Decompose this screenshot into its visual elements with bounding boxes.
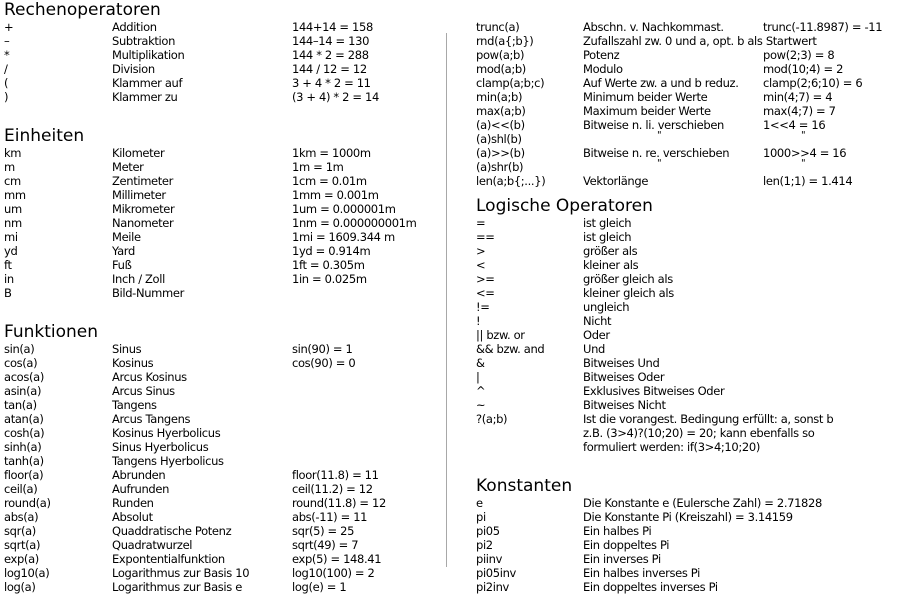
table-row [4,62,434,76]
entry-description: Und [583,342,605,356]
entry-example: 1mm = 0.001m [292,188,379,202]
entry-symbol: yd [4,244,18,258]
entry-description: kleiner gleich als [583,286,674,300]
table-row [4,34,434,48]
entry-symbol: sinh(a) [4,440,42,454]
table-funktionen-fortsetzung [476,20,896,188]
table-row [476,132,896,146]
table-row [476,160,896,174]
entry-description: Millimeter [112,188,166,202]
entry-description: Die Konstante Pi (Kreiszahl) = 3.14159 [583,510,793,524]
entry-example: " [801,130,806,141]
entry-example: 144 * 2 = 288 [292,48,369,62]
entry-example: trunc(-11.8987) = -11 [763,20,883,34]
section-konstanten [476,476,896,594]
entry-description: Ein halbes Pi [583,524,652,538]
entry-symbol: cm [4,174,21,188]
entry-symbol: && bzw. and [476,342,545,356]
table-row [476,328,896,342]
entry-symbol: pi05inv [476,566,516,580]
entry-symbol: mm [4,188,26,202]
entry-description: Inch / Zoll [112,272,165,286]
entry-symbol: >= [476,272,495,286]
entry-example: round(11.8) = 12 [292,496,386,510]
table-row [4,384,434,398]
entry-description: ungleich [583,300,630,314]
entry-description: Arcus Sinus [112,384,175,398]
entry-example: log(e) = 1 [292,580,347,594]
entry-description: Yard [112,244,135,258]
entry-description: Maximum beider Werte [583,104,711,118]
entry-example: sqrt(49) = 7 [292,538,359,552]
entry-symbol: mod(a;b) [476,62,526,76]
entry-description: Aufrunden [112,482,170,496]
entry-symbol: ceil(a) [4,482,38,496]
table-row [4,202,434,216]
table-row [476,104,896,118]
table-row [4,538,434,552]
entry-symbol: log10(a) [4,566,50,580]
entry-symbol: exp(a) [4,552,39,566]
entry-symbol: mi [4,230,18,244]
entry-symbol: nm [4,216,22,230]
entry-symbol: pow(a;b) [476,48,525,62]
table-row-conditional [476,412,896,454]
entry-description: größer als [583,244,638,258]
entry-example: 1in = 0.025m [292,272,367,286]
entry-example: 1km = 1000m [292,146,371,160]
entry-example: clamp(2;6;10) = 6 [763,76,863,90]
entry-symbol: B [4,286,12,300]
entry-example: 1m = 1m [292,160,344,174]
entry-example: ceil(11.2) = 12 [292,482,373,496]
entry-symbol: tanh(a) [4,454,44,468]
entry-symbol: ( [4,76,9,90]
table-row [4,20,434,34]
entry-symbol: km [4,146,22,160]
entry-description: Abschn. v. Nachkommast. [583,20,724,34]
entry-symbol: (a)shl(b) [476,132,522,146]
entry-example: sqr(5) = 25 [292,524,355,538]
entry-symbol: abs(a) [4,510,39,524]
entry-description: Exklusives Bitweises Oder [583,384,725,398]
entry-description: Tangens Hyerbolicus [112,454,224,468]
entry-symbol: – [4,34,10,48]
entry-symbol: m [4,160,15,174]
table-row [476,258,896,272]
entry-description: Klammer zu [112,90,178,104]
entry-symbol: len(a;b{;...}) [476,174,546,188]
table-row [476,62,896,76]
entry-description: Meter [112,160,144,174]
entry-description: Runden [112,496,154,510]
table-row [4,356,434,370]
entry-example: log10(100) = 2 [292,566,375,580]
table-row [476,370,896,384]
section-einheiten [4,126,434,300]
entry-description: Subtraktion [112,34,176,48]
table-row [4,524,434,538]
table-rechenoperatoren [4,20,434,104]
entry-description: Oder [583,328,610,342]
entry-symbol: <= [476,286,495,300]
entry-description: Expontentialfunktion [112,552,225,566]
entry-example: min(4;7) = 4 [763,90,833,104]
entry-example: 1cm = 0.01m [292,174,367,188]
entry-example: floor(11.8) = 11 [292,468,379,482]
entry-example: 1ft = 0.305m [292,258,365,272]
entry-symbol: ! [476,314,481,328]
entry-description: Kilometer [112,146,165,160]
table-row [4,482,434,496]
table-row [476,300,896,314]
entry-symbol: cosh(a) [4,426,45,440]
section-heading: Einheiten [4,126,85,146]
entry-example: exp(5) = 148.41 [292,552,382,566]
column-divider [446,33,447,567]
table-row [4,230,434,244]
entry-description: Bitweise n. li. verschieben [583,118,724,132]
table-konstanten [476,496,896,594]
entry-description: Logarithmus zur Basis e [112,580,242,594]
table-row [4,566,434,580]
entry-symbol: pi [476,510,486,524]
table-row [4,426,434,440]
section-heading: Rechenoperatoren [4,0,161,20]
entry-symbol: / [4,62,8,76]
table-row [476,20,896,34]
entry-description: Modulo [583,62,623,76]
entry-symbol: asin(a) [4,384,42,398]
entry-description: Arcus Tangens [112,412,191,426]
table-row [4,244,434,258]
table-row [476,314,896,328]
entry-description: Nicht [583,314,612,328]
operator-description [583,412,833,454]
entry-symbol: piinv [476,552,503,566]
entry-symbol: | [476,370,480,384]
table-row [476,286,896,300]
section-heading: Logische Operatoren [476,196,653,216]
entry-symbol: in [4,272,14,286]
table-row [476,496,896,510]
section-heading: Funktionen [4,322,99,342]
entry-example: 144+14 = 158 [292,20,373,34]
entry-symbol: pi2inv [476,580,510,594]
entry-description: Bitweise n. re. verschieben [583,146,730,160]
table-row [476,34,896,48]
entry-symbol: ~ [476,398,486,412]
table-row [476,510,896,524]
entry-description: ist gleich [583,216,632,230]
table-row [476,230,896,244]
table-einheiten [4,146,434,300]
table-row [4,90,434,104]
entry-description: Kosinus Hyerbolicus [112,426,221,440]
table-row [4,342,434,356]
table-row [4,552,434,566]
entry-description: Vektorlänge [583,174,649,188]
entry-example: 1mi = 1609.344 m [292,230,395,244]
table-row [4,48,434,62]
table-row [4,286,434,300]
entry-description: Zufallszahl zw. 0 und a, opt. b als Startwert [583,34,817,48]
entry-example: 144 / 12 = 12 [292,62,367,76]
entry-description: Bitweises Oder [583,370,665,384]
description-line: Ist die vorangest. Bedingung erfüllt: a, sonst b [583,412,834,426]
entry-example: len(1;1) = 1.414 [763,174,853,188]
section-funktionen [4,322,434,594]
entry-symbol: trunc(a) [476,20,520,34]
entry-description: Bild-Nummer [112,286,184,300]
section-heading: Konstanten [476,476,573,496]
entry-description: Ein doppeltes inverses Pi [583,580,718,594]
entry-example: 1um = 0.000001m [292,202,396,216]
entry-symbol: pi05 [476,524,500,538]
entry-description: Sinus Hyerbolicus [112,440,209,454]
entry-description: Fuß [112,258,132,272]
table-row [476,216,896,230]
entry-description: Logarithmus zur Basis 10 [112,566,250,580]
entry-symbol: (a)shr(b) [476,160,524,174]
table-row [476,580,896,594]
table-row [4,160,434,174]
entry-symbol: < [476,258,486,272]
entry-symbol: um [4,202,22,216]
entry-symbol: log(a) [4,580,36,594]
table-funktionen [4,342,434,594]
entry-example: (3 + 4) * 2 = 14 [292,90,379,104]
entry-symbol: sqr(a) [4,524,36,538]
table-row [4,76,434,90]
entry-description: Nanometer [112,216,174,230]
entry-symbol: sin(a) [4,342,35,356]
entry-symbol: pi2 [476,538,493,552]
entry-symbol: cos(a) [4,356,38,370]
entry-description: Quaddratische Potenz [112,524,232,538]
table-row [476,48,896,62]
section-rechenoperatoren [4,0,434,104]
entry-example: sin(90) = 1 [292,342,353,356]
table-row [4,272,434,286]
table-row [476,342,896,356]
table-row [4,174,434,188]
entry-description: " [657,158,662,169]
entry-description: Addition [112,20,157,34]
entry-description: Meile [112,230,141,244]
entry-symbol: == [476,230,495,244]
entry-description: größer gleich als [583,272,673,286]
entry-description: Abrunden [112,468,166,482]
entry-example: abs(-11) = 11 [292,510,368,524]
description-line: formuliert werden: if(3>4;10;20) [583,440,760,454]
table-row [476,356,896,370]
entry-description: Kosinus [112,356,154,370]
entry-symbol: tan(a) [4,398,37,412]
table-row [476,538,896,552]
entry-description: Bitweises Und [583,356,660,370]
table-row [4,510,434,524]
entry-description: Bitweises Nicht [583,398,666,412]
entry-description: Tangens [112,398,157,412]
entry-description: ist gleich [583,230,632,244]
table-row [4,580,434,594]
entry-symbol: min(a;b) [476,90,523,104]
entry-symbol: = [476,216,486,230]
entry-description: Multiplikation [112,48,185,62]
entry-description: " [657,130,662,141]
entry-description: Klammer auf [112,76,183,90]
entry-description: Arcus Kosinus [112,370,187,384]
table-row [476,384,896,398]
entry-description: Zentimeter [112,174,174,188]
entry-symbol: clamp(a;b;c) [476,76,545,90]
entry-symbol: ^ [476,384,486,398]
table-row [4,398,434,412]
entry-symbol: acos(a) [4,370,44,384]
entry-example: 1yd = 0.914m [292,244,371,258]
description-line: z.B. (3>4)?(10;20) = 20; kann ebenfalls so [583,426,815,440]
entry-description: Ein inverses Pi [583,552,661,566]
entry-symbol: max(a;b) [476,104,526,118]
entry-symbol: floor(a) [4,468,44,482]
entry-description: kleiner als [583,258,639,272]
table-logische-operatoren [476,216,896,412]
entry-symbol: > [476,244,486,258]
entry-symbol: round(a) [4,496,51,510]
entry-symbol: rnd(a{;b}) [476,34,534,48]
entry-symbol: != [476,300,490,314]
entry-example: 1000>>4 = 16 [763,146,847,160]
entry-description: Sinus [112,342,142,356]
entry-symbol: || bzw. or [476,328,525,342]
table-row [476,76,896,90]
entry-description: Auf Werte zw. a und b reduz. [583,76,739,90]
section-funktionen-fortsetzung [476,20,896,188]
entry-example: cos(90) = 0 [292,356,356,370]
entry-description: Ein halbes inverses Pi [583,566,700,580]
entry-symbol: e [476,496,483,510]
table-row [476,398,896,412]
table-row [4,216,434,230]
table-row [4,258,434,272]
section-logische-operatoren [476,196,896,454]
entry-symbol: ) [4,90,9,104]
entry-symbol: (a)<<(b) [476,118,525,132]
table-row [4,468,434,482]
table-row [476,566,896,580]
entry-symbol: sqrt(a) [4,538,41,552]
entry-example: 1<<4 = 16 [763,118,826,132]
entry-symbol: ft [4,258,12,272]
entry-description: Minimum beider Werte [583,90,708,104]
entry-example: 3 + 4 * 2 = 11 [292,76,371,90]
entry-description: Ein doppeltes Pi [583,538,670,552]
entry-symbol: & [476,356,485,370]
table-row [476,90,896,104]
operator-symbol: ?(a;b) [476,412,508,426]
table-row [476,272,896,286]
table-row [476,244,896,258]
table-row [476,524,896,538]
table-row [4,412,434,426]
entry-symbol: (a)>>(b) [476,146,525,160]
entry-example: " [801,158,806,169]
entry-description: Division [112,62,155,76]
table-row [476,552,896,566]
entry-symbol: atan(a) [4,412,44,426]
entry-example: pow(2;3) = 8 [763,48,835,62]
table-row [4,496,434,510]
entry-description: Mikrometer [112,202,175,216]
table-row [476,174,896,188]
table-row [4,440,434,454]
entry-description: Quadratwurzel [112,538,193,552]
entry-example: 1nm = 0.000000001m [292,216,417,230]
entry-example: 144–14 = 130 [292,34,370,48]
entry-symbol: + [4,20,14,34]
entry-example: mod(10;4) = 2 [763,62,844,76]
table-row [4,188,434,202]
entry-example: max(4;7) = 7 [763,104,836,118]
table-row [4,454,434,468]
entry-description: Absolut [112,510,153,524]
entry-description: Die Konstante e (Eulersche Zahl) = 2.71828 [583,496,822,510]
entry-description: Potenz [583,48,620,62]
entry-symbol: * [4,48,10,62]
table-row [4,370,434,384]
table-row [4,146,434,160]
